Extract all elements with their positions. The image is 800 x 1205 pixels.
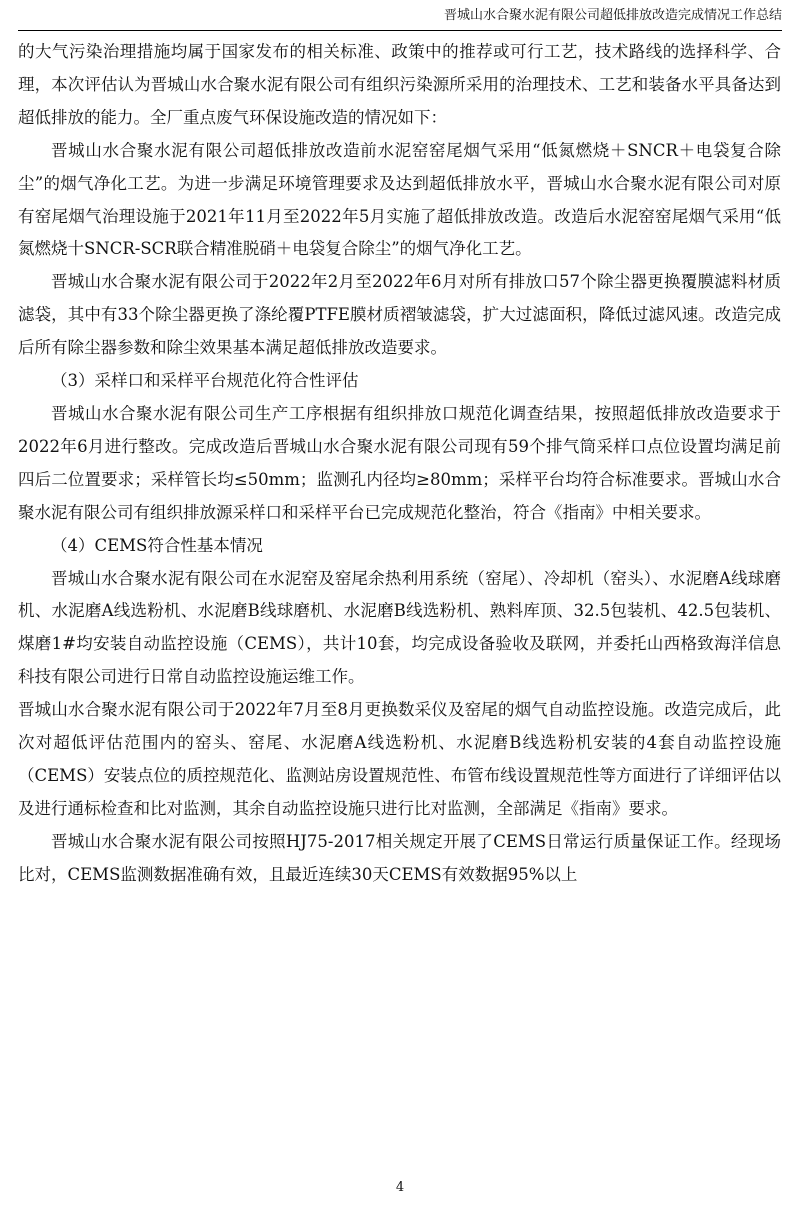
document-body — [18, 36, 781, 892]
page-number: 4 — [395, 1180, 405, 1195]
paragraph: 晋城山水合聚水泥有限公司于2022年2月至2022年6月对所有排放口57个除尘器更换覆膜滤料材质滤袋，其中有33个除尘器更换了涤纶覆PTFE膜材质褶皱滤袋，扩大过滤面积，降低过滤风速。改造完成后所有除尘器参数和除尘效果基本满足超低排放改造要求。 — [18, 272, 781, 358]
paragraph: 晋城山水合聚水泥有限公司在水泥窑及窑尾余热利用系统（窑尾）、冷却机（窑头）、水泥磨A线球磨机、水泥磨A线选粉机、水泥磨B线球磨机、水泥磨B线选粉机、熟料库顶、32.5包装机、42.5包装机、煤磨1#均安装自动监控设施（CEMS），共计10套，均完成设备验收及联网，并委托山西格致海洋信息科技有限公司进行日常自动监控设施运维工作。 — [18, 568, 781, 687]
section-heading: （4）CEMS符合性基本情况 — [51, 535, 263, 555]
header-title: 晋城山水合聚水泥有限公司超低排放改造完成情况工作总结 — [443, 8, 782, 23]
paragraph: 晋城山水合聚水泥有限公司生产工序根据有组织排放口规范化调查结果，按照超低排放改造要求于2022年6月进行整改。完成改造后晋城山水合聚水泥有限公司现有59个排气筒采样口点位设置均满足前四后二位置要求；采样管长均≤50mm；监测孔内径均≥80mm；采样平台均符合标准要求。晋城山水合聚水泥有限公司有组织排放源采样口和采样平台已完成规范化整治，符合《指南》中相关要求。 — [18, 403, 781, 522]
paragraph: 晋城山水合聚水泥有限公司超低排放改造前水泥窑窑尾烟气采用“低氮燃烧＋SNCR＋电袋复合除尘”的烟气净化工艺。为进一步满足环境管理要求及达到超低排放水平，晋城山水合聚水泥有限公司对原有窑尾烟气治理设施于2021年11月至2022年5月实施了超低排放改造。改造后水泥窑窑尾烟气采用“低氮燃烧十SNCR-SCR联合精准脱硝＋电袋复合除尘”的烟气净化工艺。 — [18, 140, 781, 259]
paragraph: 的大气污染治理措施均属于国家发布的相关标准、政策中的推荐或可行工艺，技术路线的选择科学、合理，本次评估认为晋城山水合聚水泥有限公司有组织污染源所采用的治理技术、工艺和装备水平具备达到超低排放的能力。全厂重点废气环保设施改造的情况如下： — [18, 42, 781, 127]
page-footer — [0, 1180, 800, 1196]
paragraph: 晋城山水合聚水泥有限公司于2022年7月至8月更换数采仪及窑尾的烟气自动监控设施。改造完成后，此次对超低评估范围内的窑头、窑尾、水泥磨A线选粉机、水泥磨B线选粉机安装的4套自动监控设施（CEMS）安装点位的质控规范化、监测站房设置规范性、布管布线设置规范性等方面进行了详细评估以及进行通标检查和比对监测，其余自动监控设施只进行比对监测，全部满足《指南》要求。 — [18, 700, 781, 818]
page-header — [18, 6, 782, 31]
section-heading: （3）采样口和采样平台规范化符合性评估 — [51, 371, 359, 391]
paragraph: 晋城山水合聚水泥有限公司按照HJ75-2017相关规定开展了CEMS日常运行质量保证工作。经现场比对，CEMS监测数据准确有效，且最近连续30天CEMS有效数据95%以上 — [18, 831, 781, 884]
